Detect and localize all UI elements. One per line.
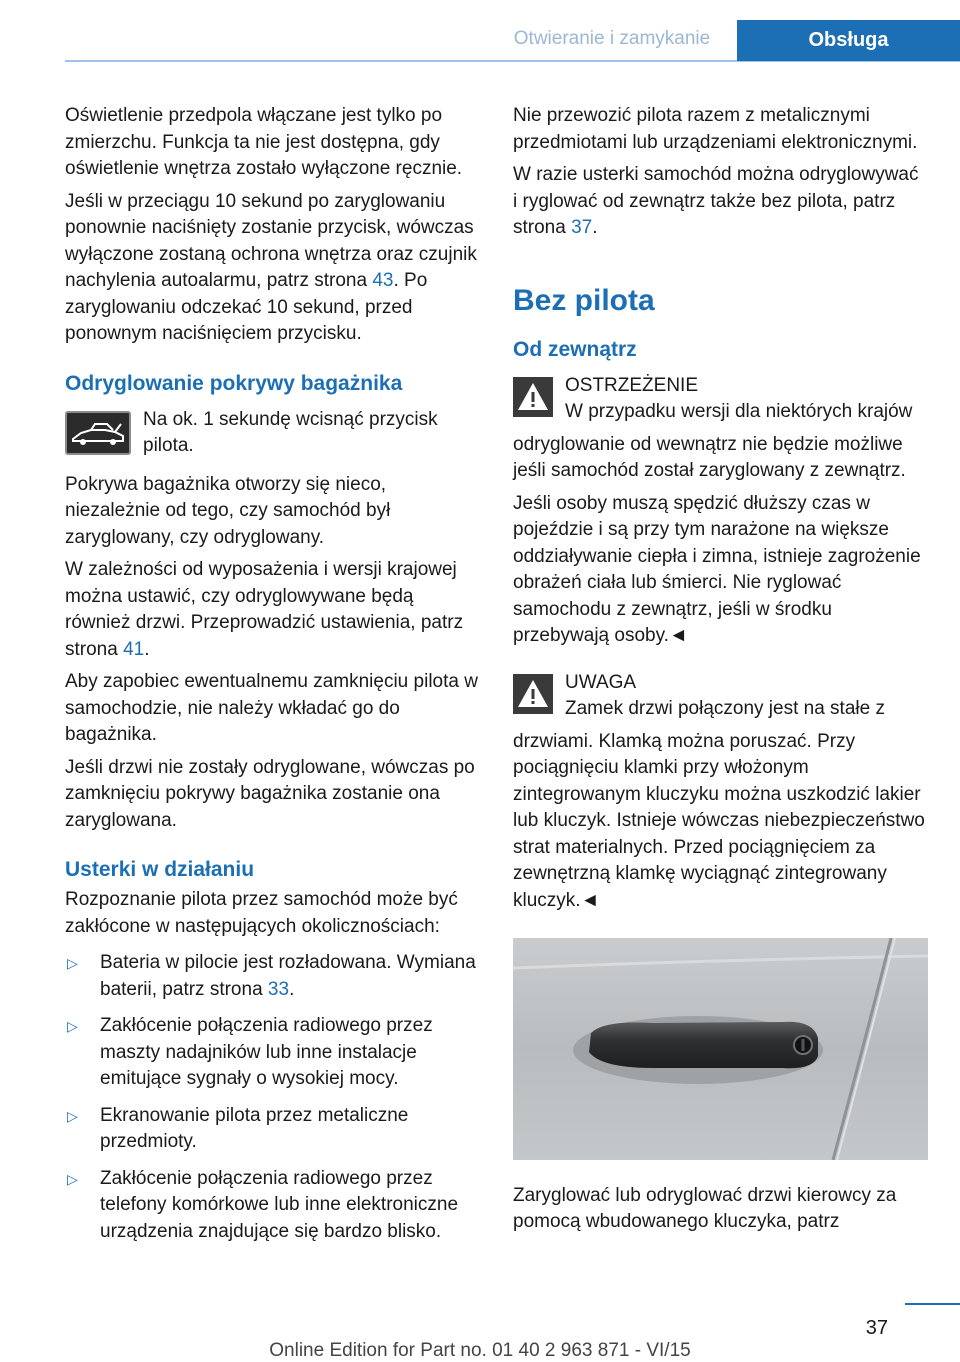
warning-text: Jeśli osoby muszą spędzić dłuższy czas w pojeździe i są przy tym narażone na większe oddziaływanie ciepła i zimna, istnieje zagrożenie obrażeń ciała lub śmierci. Nie ryglować samochodu z zewnątrz, jeśli w środku przebywają osoby.◄ xyxy=(513,492,921,646)
warning-first-line: W przypadku wersji dla niektórych krajów xyxy=(565,401,913,422)
list-item: ▷ Ekranowanie pilota przez metaliczne przedmioty. xyxy=(67,1104,409,1152)
warning-text: odryglowanie od wewnątrz nie będzie możliwe jeśli samochód został zaryglowany z zewnątrz. xyxy=(513,433,906,481)
notice-block xyxy=(513,670,927,723)
bullet-triangle-icon: ▷ xyxy=(67,1018,78,1034)
edition-line: Online Edition for Part no. 01 40 2 963 871 - VI/15 xyxy=(269,1340,691,1361)
paragraph: W zależności od wyposażenia i wersji krajowej można ustawić, czy odryglowywane będą również drzwi. Przeprowadzić ustawienia, patrz strona 41. xyxy=(65,559,464,660)
bullet-triangle-icon: ▷ xyxy=(67,1170,78,1187)
footer-rule xyxy=(905,1303,960,1305)
warning-title: OSTRZEŻENIE xyxy=(565,374,699,396)
paragraph: W razie usterki samochód można odryglowywać i ryglować od zewnątrz także bez pilota, patrz strona 37. xyxy=(513,164,919,238)
right-column xyxy=(513,103,927,1242)
paragraph: Pokrywa bagażnika otworzy się nieco, niezależnie od tego, czy samochód był zaryglowany, czy odryglowany. xyxy=(65,473,391,548)
heading-from-outside: Od zewnątrz xyxy=(513,337,637,361)
paragraph: Jeśli drzwi nie zostały odryglowane, wówczas po zamknięciu pokrywy bagażnika zostanie ona zaryglowana. xyxy=(65,756,475,831)
list-item: ▷ Zakłócenie połączenia radiowego przez maszty nadajników lub inne instalacje emitujące sygnały o wysokiej mocy. xyxy=(67,1015,433,1089)
list-item: ▷ Zakłócenie połączenia radiowego przez telefony komórkowe lub inne elektroniczne urządzenia znajdujące się bardzo blisko. xyxy=(67,1167,459,1242)
paragraph: Nie przewozić pilota razem z metalicznymi przedmiotami lub urządzeniami elektronicznymi. xyxy=(513,105,918,153)
page-link[interactable]: 37 xyxy=(571,217,593,238)
list-item: ▷ Bateria w pilocie jest rozładowana. Wymiana baterii, patrz strona 33. xyxy=(67,952,476,1000)
heading-trunk-unlock: Odryglowanie pokrywy bagażnika xyxy=(65,371,403,395)
trunk-text: Na ok. 1 sekundę wcisnąć przycisk pilota. xyxy=(143,408,438,456)
heading-without-remote: Bez pilota xyxy=(513,283,655,317)
bullet-triangle-icon: ▷ xyxy=(67,955,78,971)
trunk-instruction xyxy=(65,407,479,460)
left-column xyxy=(65,103,479,1255)
warning-icon xyxy=(513,377,553,417)
page-link[interactable]: 41 xyxy=(123,638,145,660)
heading-malfunctions: Usterki w działaniu xyxy=(65,858,255,881)
page-link[interactable]: 43 xyxy=(372,270,394,291)
notice-icon xyxy=(513,674,553,714)
bullet-triangle-icon: ▷ xyxy=(67,1107,78,1124)
paragraph: Aby zapobiec ewentualnemu zamknięciu pilota w samochodzie, nie należy wkładać go do bagażnika. xyxy=(65,671,478,745)
header-section-title: Otwieranie i zamykanie xyxy=(513,28,711,49)
notice-title: UWAGA xyxy=(565,671,637,693)
trunk-button-icon xyxy=(65,411,131,455)
notice-text: drzwiami. Klamką można poruszać. Przy pociągnięciu klamki przy włożonym zintegrowanym kluczyku można uszkodzić lakier lub kluczyk. Istnieje wówczas niebezpieczeństwo strat materialnych. Przed pociągnięciem za zewnętrzną klamkę wyciągnąć zintegrowany kluczyk.◄ xyxy=(513,730,925,911)
door-handle-photo xyxy=(513,938,928,1160)
malfunction-list xyxy=(65,950,479,1245)
warning-block xyxy=(513,373,927,426)
page-number: 37 xyxy=(865,1317,888,1339)
paragraph: Rozpoznanie pilota przez samochód może być zakłócone w następujących okolicznościach: xyxy=(65,889,458,937)
paragraph: Jeśli w przeciągu 10 sekund po zaryglowaniu ponownie naciśnięty zostanie przycisk, wówczas wyłączone zostaną ochrona wnętrza oraz czujnik nachylenia autoalarmu, patrz strona 43. Po zaryglowaniu odczekać 10 sekund, przed ponownym naciśnięciem przycisku. xyxy=(65,190,477,344)
photo-caption: Zaryglować lub odryglować drzwi kierowcy za pomocą wbudowanego kluczyka, patrz xyxy=(513,1184,897,1232)
page-link[interactable]: 33 xyxy=(267,978,290,1000)
header-chapter-tab: Obsługa xyxy=(737,20,960,61)
notice-first-line: Zamek drzwi połączony jest na stałe z xyxy=(565,698,885,719)
paragraph: Oświetlenie przedpola włączane jest tylko po zmierzchu. Funkcja ta nie jest dostępna, gdy oświetlenie wnętrza zostało wyłączone ręcznie. xyxy=(65,105,463,179)
